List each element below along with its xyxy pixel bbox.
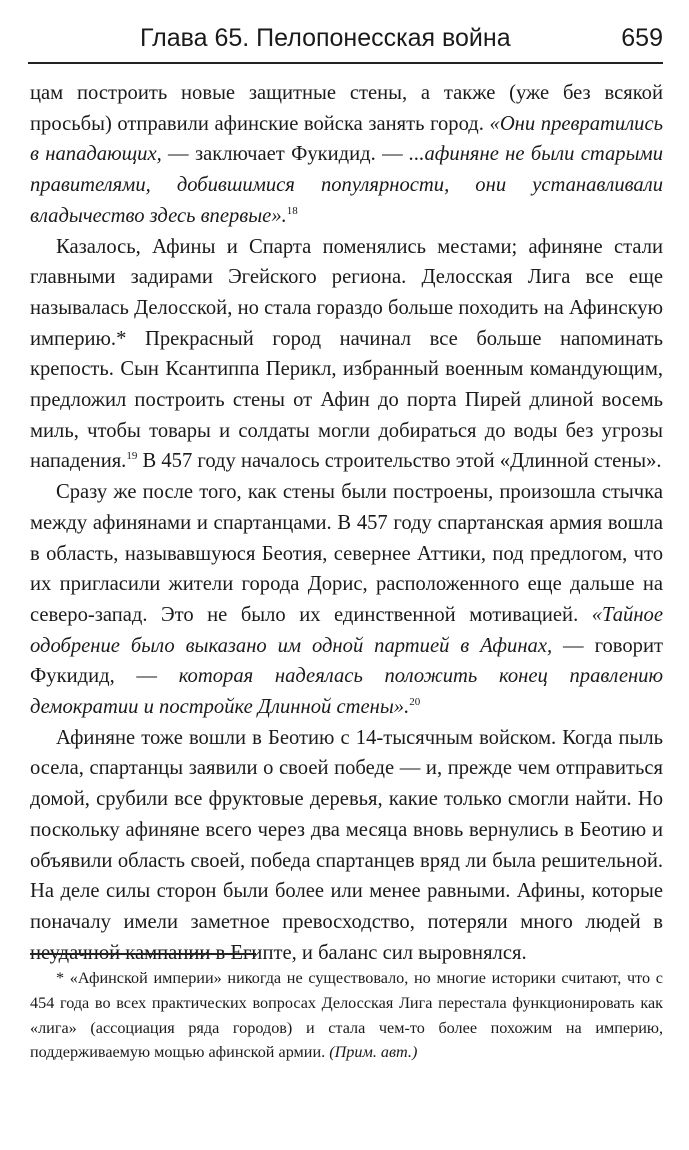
paragraph-4-text: Афиняне тоже вошли в Беотию с 14-тысячным войском. Когда пыль осела, спартанцы заявили о своей победе — и, прежде чем отправиться домой, срубили все фруктовые деревья, какие только смогли найти. Но поскольку афиняне всего через два месяца вновь вернулись в Беотию и объявили область своей, победа спартанцев вряд ли была решительной. На деле силы сторон были более или менее равными. Афины, которые поначалу имели заметное превосходство, потеряли много людей в неудачной кампании в Египте, и баланс сил выровнялся.: [30, 726, 663, 964]
paragraph-3: [30, 477, 663, 723]
paragraph-4: [30, 723, 663, 969]
page-number: 659: [621, 24, 663, 52]
chapter-title: Глава 65. Пелопонесская война: [140, 24, 511, 52]
note-ref-20: 20: [409, 696, 421, 709]
paragraph-3-text: Сразу же после того, как стены были построены, произошла стычка между афинянами и спартанцами. В 457 году спартанская армия вошла в область, называвшуюся Беотия, севернее Аттики, под предлогом, что их пригласили жители города Дорис, расположенного еще дальше на северо-запад. Это не было их единственной мотивацией.: [30, 481, 663, 626]
paragraph-3-attribution: — говорит Фукидид, —: [30, 634, 663, 688]
paragraph-2: [30, 232, 663, 478]
paragraph-1-quote-a: «Они превратились в нападающих,: [30, 112, 663, 166]
paragraph-1-quote-b: ...афиняне не были старыми правителями, добившимися популярности, они устанавливали владычество здесь впервые».: [30, 143, 663, 227]
paragraph-1-text: цам построить новые защитные стены, а также (уже без всякой просьбы) отправили афинские войска занять город.: [30, 82, 663, 135]
paragraph-2-text-end: В 457 году началось строительство этой «Длинной стены».: [137, 450, 662, 473]
paragraph-1: [30, 78, 663, 232]
footnote-text: * «Афинской империи» никогда не существовало, но многие историки считают, что с 454 года во всех практических вопросах Делосская Лига перестала функционировать как «лига» (ассоциация ряда городов) и стала чем-то более похожим на империю, поддерживаемую мощью афинской армии.: [30, 969, 663, 1062]
paragraph-3-quote-b: которая надеялась положить конец правлению демократии и постройке Длинной стены».: [30, 665, 663, 719]
running-header: [28, 18, 663, 64]
paragraph-2-text: Казалось, Афины и Спарта поменялись местами; афиняне стали главными задирами Эгейского региона. Делосская Лига все еще называлась Делосской, но стала гораздо больше походить на Афинскую империю.* Прекрасный город начинал все больше напоминать крепость. Сын Ксантиппа Перикл, избранный военным командующим, предложил построить стены от Афин до порта Пирей длиной восемь миль, чтобы товары и солдаты могли добираться до воды без угрозы нападения.: [30, 235, 663, 473]
footnote-paragraph: [30, 966, 663, 1065]
note-ref-19: 19: [126, 450, 138, 463]
footnote-divider: [30, 953, 256, 955]
paragraph-3-quote-a: «Тайное одобрение было выказано им одной партией в Афинах,: [30, 603, 663, 657]
main-text: [30, 78, 663, 968]
footnote-author-note: (Прим. авт.): [329, 1043, 418, 1062]
paragraph-1-attribution: — заключает Фукидид. —: [161, 143, 410, 166]
note-ref-18: 18: [286, 204, 298, 217]
footnote: [30, 966, 663, 1065]
